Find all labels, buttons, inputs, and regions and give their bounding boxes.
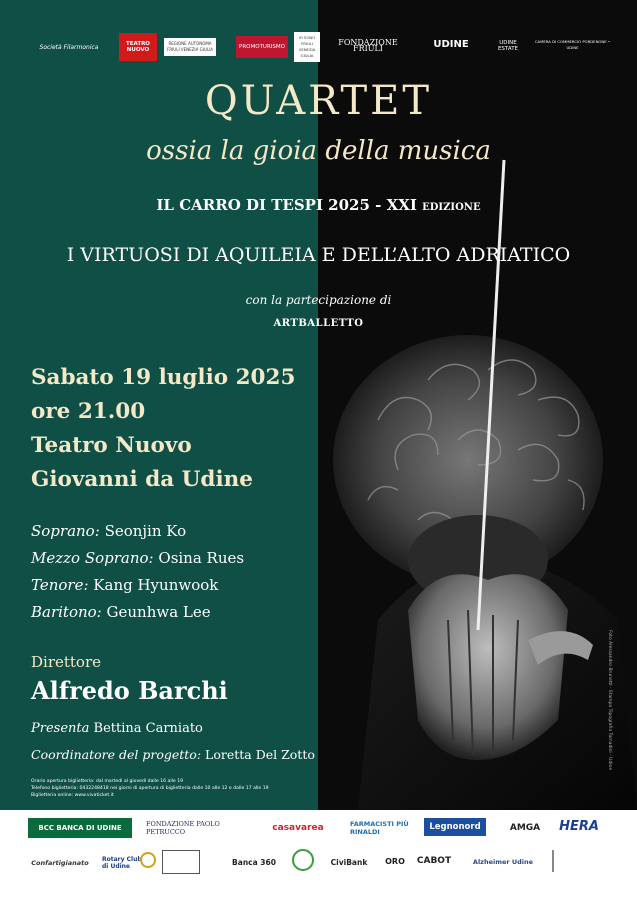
presenter <box>31 721 203 736</box>
event-date: Sabato 19 luglio 2025 <box>31 365 296 390</box>
logo-confartigianato: Confartigianato <box>31 859 89 867</box>
guest-name: ARTBALLETTO <box>273 318 364 329</box>
logo-legnonord: Legnonord <box>424 818 486 836</box>
logo-regione-fvg: REGIONE AUTONOMA FRIULI VENEZIA GIULIA <box>164 38 216 56</box>
director-name: Alfredo Barchi <box>31 676 228 705</box>
cast-name: Kang Hyunwook <box>93 576 219 594</box>
logo-societa-filarmonica: Società Filarmonica <box>39 44 99 51</box>
logo-rotary-wheel <box>140 852 156 868</box>
cast-list <box>31 518 244 626</box>
logo-associazione-green <box>292 849 314 871</box>
venue-line1: Teatro Nuovo <box>31 433 192 458</box>
logo-farmacisti-piu-rinaldi: FARMACISTI PIÙ RINALDI <box>350 820 409 836</box>
info-line: Biglietteria online: www.vivaticket.it <box>31 793 114 798</box>
logo-alzheimer-udine: Alzheimer Udine <box>472 858 534 866</box>
cast-role: Mezzo Soprano: <box>31 549 154 567</box>
coordinator-role: Coordinatore del progetto: <box>31 747 202 762</box>
logo-fondazione-friuli: FONDAZIONE FRIULI <box>338 38 398 53</box>
cast-name: Osina Rues <box>158 549 245 567</box>
logo-cabot: CABOT <box>416 856 452 866</box>
logo-camera-commercio: CAMERA DI COMMERCIO PORDENONE • UDINE <box>534 39 611 50</box>
event-subtitle: ossia la gioia della musica <box>146 136 491 166</box>
logo-associazione-barnaglio <box>552 850 608 872</box>
cast-role: Tenore: <box>31 576 89 594</box>
cast-item <box>31 545 244 572</box>
presenter-name: Bettina Carniato <box>93 721 203 736</box>
logo-fondazione-paolo-petrucco: FONDAZIONE PAOLO PETRUCCO <box>146 820 220 836</box>
info-line: Orario apertura biglietteria: dal martedì al giovedì dalle 16 alle 19 <box>31 779 184 784</box>
cast-item <box>31 518 244 545</box>
ticket-info <box>31 778 269 799</box>
event-title: QUARTET <box>204 78 433 124</box>
cast-item <box>31 599 244 626</box>
logo-teatro-nuovo: TEATRO NUOVO <box>119 33 157 61</box>
logo-bcc-banca-di-udine: BCC BANCA DI UDINE <box>28 818 132 838</box>
info-line: Telefono biglietteria: 0432248418 nei giorni di apertura di biglietteria dalle 10 alle 12 e dalle 17 alle 19 <box>31 786 269 791</box>
cast-role: Baritono: <box>31 603 102 621</box>
cast-name: Geunhwa Lee <box>106 603 211 621</box>
logo-udine-estate: UDINE ESTATE <box>497 40 519 52</box>
logo-istituto <box>162 850 200 874</box>
event-time: ore 21.00 <box>31 399 146 424</box>
edition-line <box>0 196 637 214</box>
coordinator-name: Loretta Del Zotto <box>205 747 315 762</box>
logo-civibank: CiviBank <box>330 857 368 867</box>
presenter-role: Presenta <box>31 721 90 736</box>
director-label: Direttore <box>31 653 102 671</box>
ensemble-name: I VIRTUOSI DI AQUILEIA E DELL’ALTO ADRIATICO <box>66 244 571 266</box>
logo-promoturismo: PROMOTURISMO <box>236 36 288 58</box>
edition-small: EDIZIONE <box>422 202 481 213</box>
coordinator <box>31 747 315 762</box>
participation-label: con la partecipazione di <box>245 293 392 307</box>
logo-io-sono-fvg: IO SONO FRIULI VENEZIA GIULIA <box>294 32 320 62</box>
logo-banca-360: Banca 360 <box>232 857 276 867</box>
logo-amga: AMGA <box>509 823 541 833</box>
edition-main: IL CARRO DI TESPI 2025 - XXI <box>156 196 417 214</box>
cast-item <box>31 572 244 599</box>
photo-credit: Foto Alessandro Brunetti · Stampa Tipografia Tomadini - Udine <box>607 630 612 771</box>
logo-oro: ORO <box>385 856 405 866</box>
logo-casavarea: casavarea <box>272 823 324 833</box>
logo-udine: UDINE <box>433 39 469 50</box>
cast-name: Seonjin Ko <box>104 522 187 540</box>
logo-hera: HERA <box>559 818 599 834</box>
event-details <box>31 361 295 497</box>
cast-role: Soprano: <box>31 522 100 540</box>
venue-line2: Giovanni da Udine <box>31 467 253 492</box>
logo-rotary: Rotary Club di Udine <box>102 856 142 870</box>
